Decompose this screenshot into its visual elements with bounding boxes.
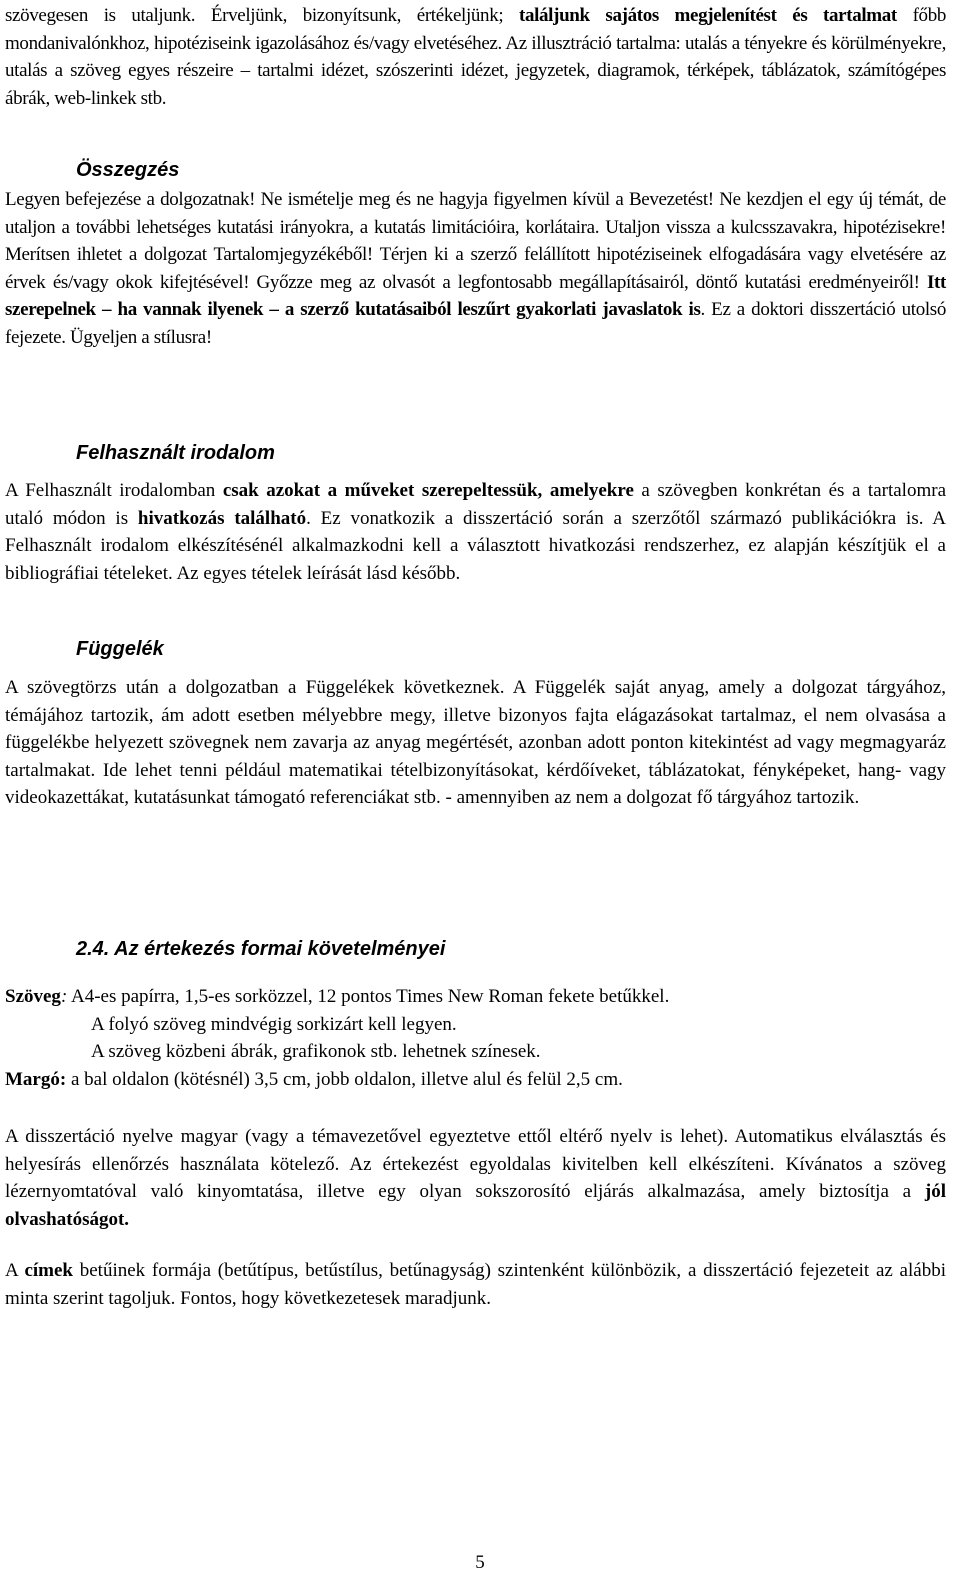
margo-text: a bal oldalon (kötésnél) 3,5 cm, jobb oldalon, illetve alul és felül 2,5 cm. [66, 1068, 623, 1090]
nyelv-bold-text: jól olvashatóságot. [5, 1181, 946, 1230]
osszegzes-text-2: . Ez a doktori disszertáció utolsó fejezete. Ügyeljen a stílusra! [5, 299, 947, 348]
heading-felhasznalt-irodalom: Felhasznált irodalom [76, 442, 275, 464]
osszegzes-text-1: Legyen befejezése a dolgozatnak! Ne ismételje meg és ne hagyja figyelmen kívül a Bevezetést! Ne kezdjen el egy új témát, de utaljon a további lehetséges kutatási irányokra, a kutatás limitációira, korlátaira. Utaljon vissza a kulcsszavakra, hipotézisekre! Merítsen ihletet a dolgozat Tartalomjegyzékéből! Térjen ki a szerző felállított hipotéziseinek elfogadására vagy elvetésére az érvek és/vagy okok kifejtésével! Győzze meg az olvasót a legfontosabb megállapításairól, döntő kutatási eredményeiről! [5, 189, 946, 293]
szoveg-line-1: A4-es papírra, 1,5-es sorközzel, 12 pontos Times New Roman fekete betűkkel. [67, 986, 670, 1007]
heading-fuggelek: Függelék [76, 638, 164, 660]
szoveg-line-2: A folyó szöveg mindvégig sorkizárt kell legyen. [91, 1013, 457, 1035]
irodalom-text-3: . Ez vonatkozik a disszertáció során a szerzőtől származó publikációkra is. A Felhasznált irodalom elkészítésénél alkalmazkodni kell a választott hivatkozási rendszerhez, ez alapján készítjük el a bibliográfiai tételeket. Az egyes tételek leírását lásd később. [5, 507, 946, 584]
szoveg-colon: : [60, 986, 68, 1007]
osszegzes-bold-text: Itt szerepelnek – ha vannak ilyenek – a szerző kutatásaiból leszűrt gyakorlati javaslatok is [5, 271, 946, 320]
nyelv-text: A disszertáció nyelve magyar (vagy a témavezetővel egyeztetve ettől eltérő nyelv is lehet). Automatikus elválasztás és helyesírás ellenőrzés használata kötelező. Az értekezést egyoldalas kivitelben kell elkészíteni. Kívánatos a szöveg lézernyomtatóval való kinyomtatása, illetve egy olyan sokszorosító eljárás alkalmazása, amely biztosítja a [5, 1126, 946, 1202]
cimek-bold-text: címek [24, 1260, 73, 1281]
intro-paragraph [5, 2, 946, 112]
intro-text-1: szövegesen is utaljunk. Érveljünk, bizonyítsunk, értékeljünk; [5, 5, 519, 26]
margo-label: Margó: [5, 1068, 67, 1090]
heading-formai-kovetelmenyek: 2.4. Az értekezés formai követelményei [76, 938, 446, 960]
cimek-paragraph [5, 1257, 946, 1312]
irodalom-text-1: A Felhasznált irodalomban [5, 480, 223, 501]
szoveg-label: Szöveg [5, 986, 61, 1007]
irodalom-bold-text-2: hivatkozás található [137, 507, 307, 529]
irodalom-bold-text-1: csak azokat a műveket szerepeltessük, amelyekre [222, 480, 634, 501]
cimek-text-1: A [5, 1260, 25, 1281]
page-number: 5 [475, 1552, 485, 1573]
intro-bold-text: találjunk sajátos megjelenítést és tartalmat [518, 5, 897, 26]
nyelv-paragraph [5, 1123, 946, 1233]
cimek-text-2: betűinek formája (betűtípus, betűstílus, betűnagyság) szintenként különbözik, a disszertáció fejezeteit az alábbi minta szerint tagoljuk. Fontos, hogy következetesek maradjunk. [5, 1260, 946, 1309]
osszegzes-paragraph [5, 186, 946, 351]
irodalom-text-2: a szövegben konkrétan és a tartalomra utaló módon is [5, 480, 947, 529]
intro-text-2: főbb mondanivalónkhoz, hipotéziseink igazolásához és/vagy elvetéséhez. Az illusztráció tartalma: utalás a tényekre és körülményekre, utalás a szöveg egyes részeire – tartalmi idézet, szószerinti idézet, jegyzetek, diagramok, térképek, táblázatok, számítógépes ábrák, web-linkek stb. [5, 5, 947, 109]
szoveg-line-3: A szöveg közbeni ábrák, grafikonok stb. lehetnek színesek. [91, 1041, 541, 1062]
irodalom-paragraph [5, 477, 946, 587]
heading-osszegzes: Összegzés [76, 159, 180, 181]
szoveg-block [5, 983, 946, 1093]
fuggelek-paragraph: A szövegtörzs után a dolgozatban a Függelékek következnek. A Függelék saját anyag, amely a dolgozat tárgyához, témájához tartozik, ám adott esetben mélyebbre megy, illetve bizonyos fajta elágazásokat tartalmaz, el nem olvasása a függelékbe helyezett szövegnek nem zavarja az anyag megértését, azonban adott ponton kitekintést ad vagy megmagyaráz tartalmakat. Ide lehet tenni például matematikai tételbizonyításokat, kérdőíveket, táblázatokat, fényképeket, hang- vagy videokazettákat, kutatásunkat támogató referenciákat stb. - amennyiben az nem a dolgozat fő tárgyához tartozik. [5, 677, 946, 808]
